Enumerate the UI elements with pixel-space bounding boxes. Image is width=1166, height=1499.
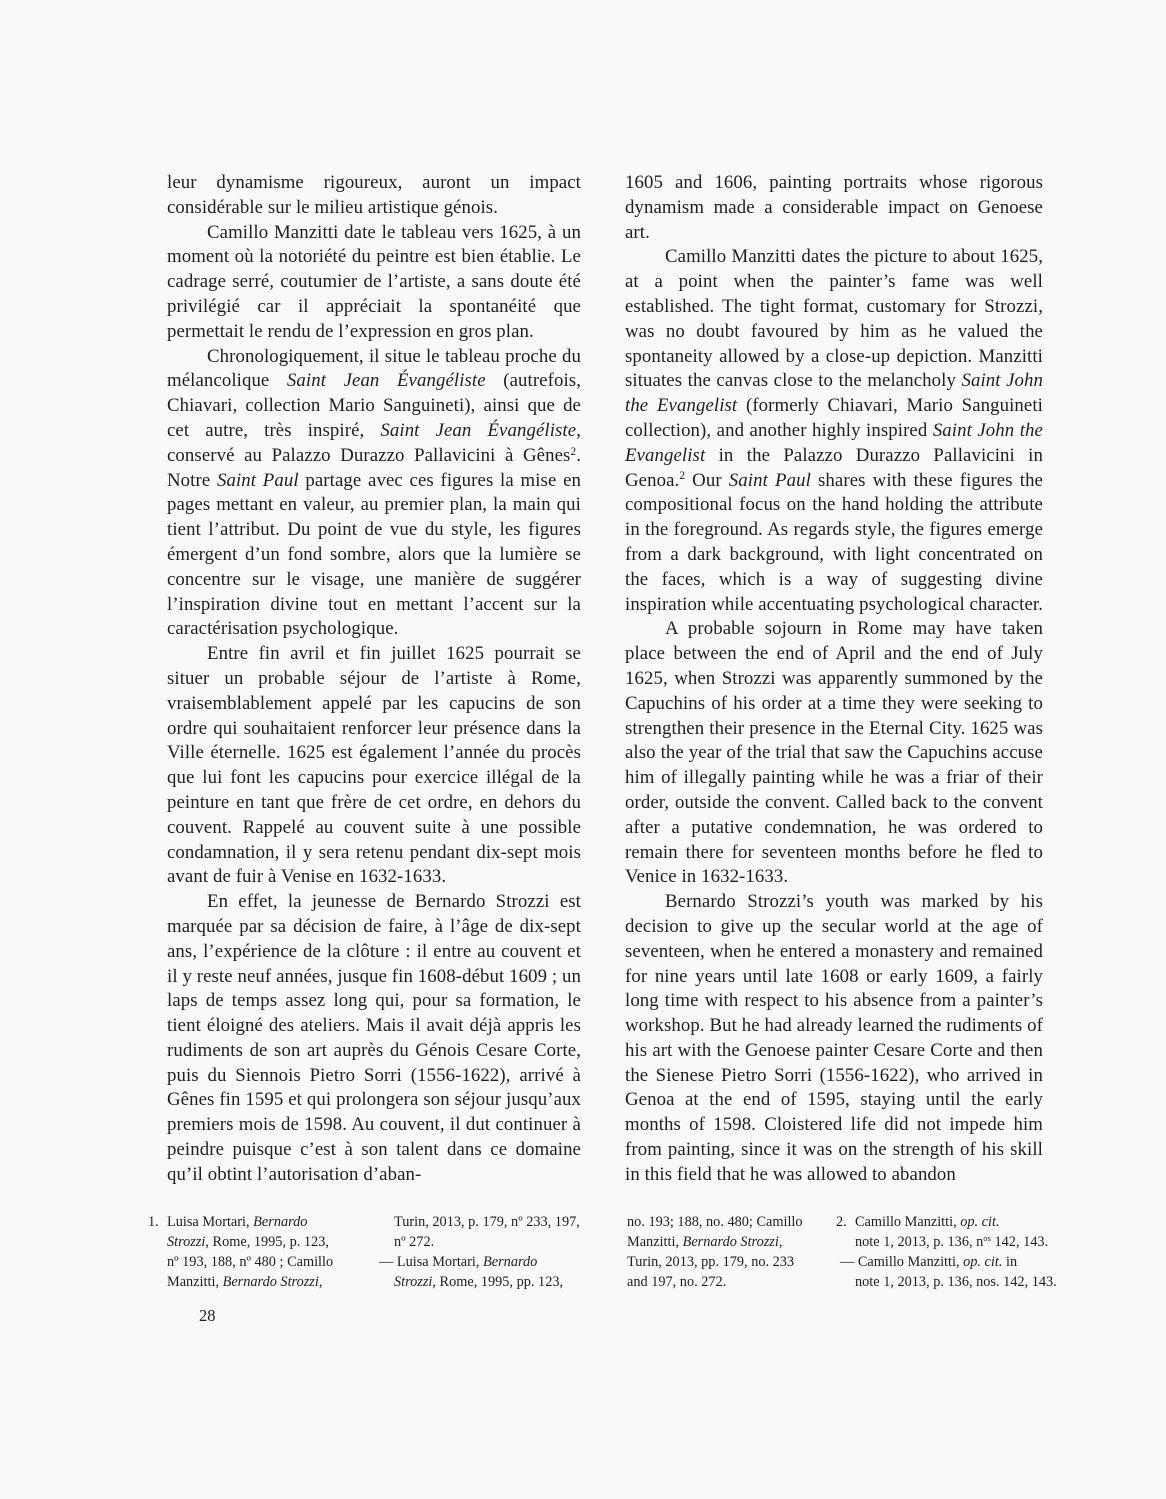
- paragraph-en-2: Camillo Manzitti dates the picture to about 1625, at a point when the painter’s fame was well established. The tight format, customary for Strozzi, was no doubt favoured by him as he valued the spontaneity allowed by a close-up depiction. Manzitti situates the canvas close to the melancholy Saint John the Evangelist (formerly Chiavari, Mario Sanguineti collection), and another highly inspired Saint John the Evangelist in the Palazzo Durazzo Pallavicini in Genoa.$^2$ Our Saint Paul shares with these figures the compositional focus on the hand holding the attribute in the foreground. As regards style, the figures emerge from a dark background, with light concentrated on the faces, which is a way of suggesting divine inspiration while accentuating psychological character.: [625, 246, 1044, 615]
- footnote-1-french: [148, 1212, 366, 1292]
- paragraph-fr-4: Entre fin avril et fin juillet 1625 pourrait se situer un probable séjour de l’artiste à Rome, vraisemblablement appelé par les capucins de son ordre qui souhaitaient renforcer leur présence dans la Ville éternelle. 1625 est également l’année du procès que lui font les capucins pour exercice illégal de la peinture en tant que frère de cet ordre, en dehors du couvent. Rappelé au couvent suite à une possible condamnation, il y sera retenu pendant dix-sept mois avant de fuir à Venise en 1632-1633.: [167, 643, 581, 888]
- footnote-1-continued-text: Turin, 2013, p. 179, nº 233, 197, nº 272. — Luisa Mortari, Bernardo Strozzi, Rome, 1995, pp. 123,: [379, 1214, 580, 1290]
- paragraph-en-3: A probable sojourn in Rome may have taken place between the end of April and the end of July 1625, when Strozzi was apparently summoned by the Capuchins of his order at a time they were seeking to strengthen their presence in the Eternal City. 1625 was also the year of the trial that saw the Capuchins accuse him of illegally painting while he was a friar of their order, outside the convent. Called back to the convent after a putative condemnation, he was ordered to remain there for seventeen months before he fled to Venice in 1632-1633.: [625, 618, 1043, 888]
- english-text-column: [625, 171, 1043, 1188]
- paragraph-en-4: Bernardo Strozzi’s youth was marked by his decision to give up the secular world at the age of seventeen, when he entered a monastery and remained for nine years until late 1608 or early 1609, a fairly long time with respect to his absence from a painter’s workshop. But he had already learned the rudiments of his art with the Genoese painter Cesare Corte and then the Sienese Pietro Sorri (1556-1622), who arrived in Genoa at the end of 1595, staying until the early months of 1598. Cloistered life did not impede him from painting, since it was on the strength of his skill in this field that he was allowed to abandon: [625, 891, 1043, 1185]
- paragraph-fr-5: En effet, la jeunesse de Bernardo Strozzi est marquée par sa décision de faire, à l’âge de dix-sept ans, l’expérience de la clôture : il entre au couvent et il y reste neuf années, jusque fin 1608-début 1609 ; un laps de temps assez long qui, pour sa formation, le tient éloigné des ateliers. Mais il avait déjà appris les rudiments de son art auprès du Génois Cesare Corte, puis du Siennois Pietro Sorri (1556-1622), arrivé à Gênes fin 1595 et qui prolongera son séjour jusqu’aux premiers mois de 1598. Au couvent, il dut continuer à peindre puisque c’est à son talent dans ce domaine qu’il obtint l’autorisation d’aban-: [167, 891, 581, 1185]
- french-text-column: [167, 171, 581, 1188]
- footnote-2-text: Camillo Manzitti, op. cit. note 1, 2013, p. 136, $n^{os}$ 142, 143. — Camillo Manzitti, op. cit. in note 1, 2013, p. 136, nos. 142, 143.: [840, 1214, 1057, 1290]
- paragraph-fr-3: Chronologiquement, il situe le tableau proche du mélancolique Saint Jean Évangéliste (autrefois, Chiavari, collection Mario Sanguineti), ainsi que de cet autre, très inspiré, Saint Jean Évangéliste, conservé au Palazzo Durazzo Pallavicini à Gênes$^2$. Notre Saint Paul partage avec ces figures la mise en pages mettant en valeur, au premier plan, la main qui tient l’attribut. Du point de vue du style, les figures émergent d’un fond sombre, alors que la lumière se concentre sur le visage, une manière de suggérer l’inspiration divine tout en mettant l’accent sur la caractérisation psychologique.: [167, 345, 582, 640]
- footnote-1-english: [627, 1212, 832, 1292]
- footnote-2-number: 2.: [836, 1214, 847, 1230]
- paragraph-fr-1: leur dynamisme rigoureux, auront un impact considérable sur le milieu artistique génois.: [167, 172, 581, 218]
- page-number: 28: [199, 1306, 216, 1325]
- footnote-1-number: 1.: [148, 1214, 159, 1230]
- footnote-1-english-text: no. 193; 188, no. 480; Camillo Manzitti, Bernardo Strozzi, Turin, 2013, pp. 179, no. 233 and 197, no. 272.: [627, 1214, 803, 1290]
- paragraph-en-1: 1605 and 1606, painting portraits whose rigorous dynamism made a considerable impact on Genoese art.: [625, 172, 1043, 243]
- footnote-1-french-continued: [379, 1212, 612, 1292]
- footnote-2: [836, 1212, 1064, 1292]
- paragraph-fr-2: Camillo Manzitti date le tableau vers 1625, à un moment où la notoriété du peintre est bien établie. Le cadrage serré, coutumier de l’artiste, a sans doute été privilégié car il appréciait la spontanéité que permettait le rendu de l’expression en gros plan.: [167, 221, 581, 342]
- footnote-1-text: Luisa Mortari, Bernardo Strozzi, Rome, 1995, p. 123, nº 193, 188, nº 480 ; Camillo Manzitti, Bernardo Strozzi,: [167, 1214, 334, 1290]
